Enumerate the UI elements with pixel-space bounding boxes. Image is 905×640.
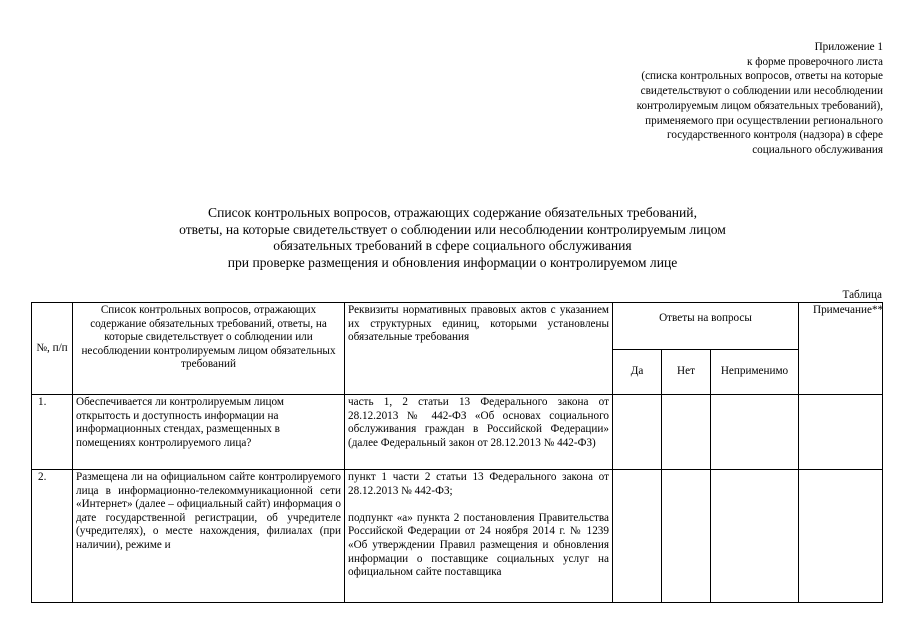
row-question: Размещена ли на официальном сайте контролируемого лица в информационно-телекоммуникационной сети «Интернет» (далее – официальный сайт) информация о дате государственной регистрации, об учредителе (учредителях), о месте нахождения, филиалах (при наличии), режиме и xyxy=(73,470,345,603)
table-row xyxy=(32,395,883,470)
header-no: Нет xyxy=(662,350,711,395)
appendix-line: государственного контроля (надзора) в сфере xyxy=(667,129,883,142)
row-num: 2. xyxy=(32,470,73,603)
row-question: Обеспечивается ли контролируемым лицом открытость и доступность информации на информационных стендах, размещенных в помещениях контролируемого лица? xyxy=(73,395,345,470)
appendix-line: контролируемым лицом обязательных требований), xyxy=(636,99,883,112)
title-line: обязательных требований в сфере социального обслуживания xyxy=(273,238,632,254)
answer-na-cell[interactable] xyxy=(711,470,799,603)
table-label: Таблица xyxy=(842,289,882,301)
appendix-line: (списка контрольных вопросов, ответы на которые xyxy=(641,70,883,83)
answer-yes-cell[interactable] xyxy=(613,395,662,470)
answer-no-cell[interactable] xyxy=(662,470,711,603)
header-num: №, п/п xyxy=(32,303,73,395)
note-cell[interactable] xyxy=(799,395,883,470)
answer-yes-cell[interactable] xyxy=(613,470,662,603)
header-question: Список контрольных вопросов, отражающих содержание обязательных требований, ответы, на которые свидетельствует о соблюдении или несоблюдении контролируемым лицом обязательных требований xyxy=(73,303,345,395)
row-num: 1. xyxy=(32,395,73,470)
requisites-paragraph: подпункт «а» пункта 2 постановления Правительства Российской Федерации от 24 ноября 2014 г. № 1239 «Об утверждении Правил размещения и обновления информации о поставщике социальных услуг на официальном сайте поставщика xyxy=(348,511,609,579)
appendix-line: к форме проверочного листа xyxy=(746,55,883,68)
table-header-row xyxy=(32,303,883,350)
appendix-line: применяемого при осуществлении регионального xyxy=(645,114,883,127)
checklist-table xyxy=(31,302,883,603)
title-line: при проверке размещения и обновления информации о контролируемом лице xyxy=(227,254,678,270)
header-note: Примечание** xyxy=(799,303,883,395)
document-title xyxy=(0,205,905,271)
answer-na-cell[interactable] xyxy=(711,395,799,470)
header-na: Неприменимо xyxy=(711,350,799,395)
header-requisites: Реквизиты нормативных правовых актов с указанием их структурных единиц, которыми установлены обязательные требования xyxy=(345,303,613,395)
appendix-line: свидетельствуют о соблюдении или несоблюдении xyxy=(640,85,883,98)
requisites-paragraph: пункт 1 части 2 статьи 13 Федерального закона от 28.12.2013 № 442-ФЗ; xyxy=(348,471,609,497)
appendix-line: Приложение 1 xyxy=(814,41,883,53)
row-requisites: часть 1, 2 статьи 13 Федерального закона от 28.12.2013 № 442-ФЗ «Об основах социального обслуживания граждан в Российской Федерации» (далее Федеральный закон от 28.12.2013 № 442-ФЗ) xyxy=(345,395,613,470)
appendix-line: социального обслуживания xyxy=(752,143,883,156)
note-cell[interactable] xyxy=(799,470,883,603)
header-yes: Да xyxy=(613,350,662,395)
title-line: ответы, на которые свидетельствует о соблюдении или несоблюдении контролируемым лицом xyxy=(179,221,726,237)
header-answers: Ответы на вопросы xyxy=(613,303,799,350)
title-line: Список контрольных вопросов, отражающих содержание обязательных требований, xyxy=(208,205,697,220)
table-row xyxy=(32,470,883,603)
appendix-header xyxy=(563,40,883,158)
row-requisites-cell xyxy=(345,470,613,603)
answer-no-cell[interactable] xyxy=(662,395,711,470)
